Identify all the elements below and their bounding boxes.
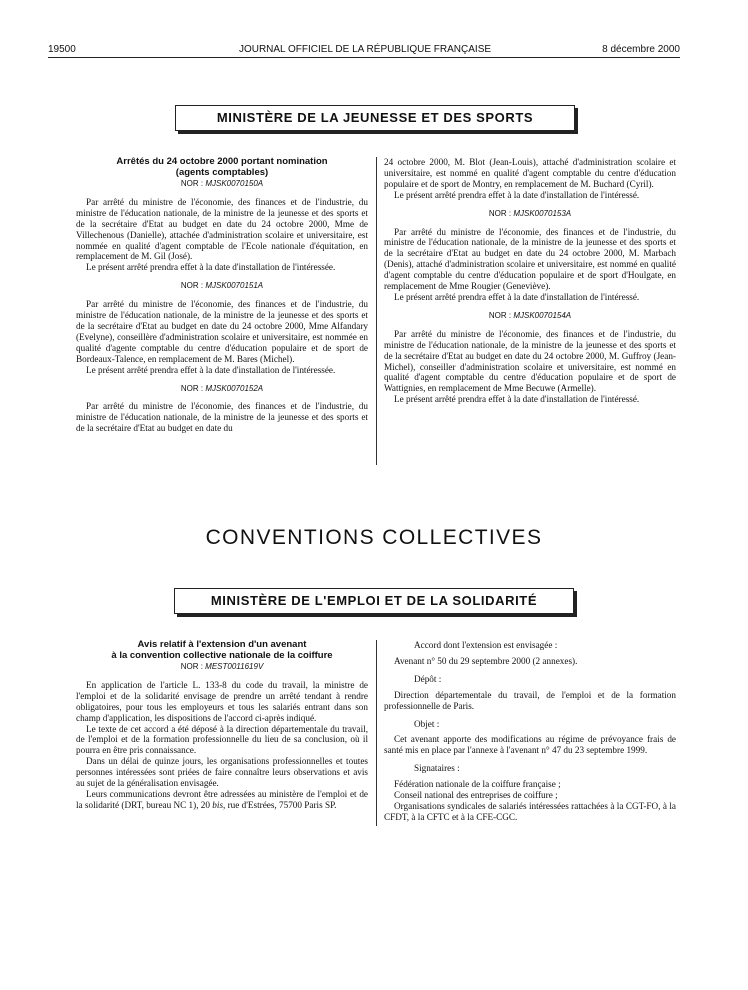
- section2-left-column: [76, 640, 368, 811]
- signataires-label: Signataires :: [414, 763, 460, 774]
- paragraph: Par arrêté du ministre de l'économie, des finances et de l'industrie, du ministre de l'éducation nationale, de la ministre de la jeunesse et des sports et de la secrétaire d'Etat au budget en date du 24 octobre 2000, Mme de Villechenous (Danielle), attachée d'administration scolaire et universitaire, est nommée en qualité d'agent comptable de l'Ecole nationale d'équitation, en remplacement de M. Gil (José).: [76, 196, 368, 262]
- paragraph: Le présent arrêté prendra effet à la date d'installation de l'intéressée.: [86, 364, 336, 375]
- header-rule: [48, 57, 680, 58]
- paragraph: Le présent arrêté prendra effet à la date d'installation de l'intéressé.: [394, 291, 640, 302]
- nor-reference: NOR : MJSK0070152A: [180, 383, 264, 393]
- notice-title: Avis relatif à l'extension d'un avenant: [137, 639, 307, 650]
- paragraph: Par arrêté du ministre de l'économie, des finances et de l'industrie, du ministre de l'éducation nationale, de la ministre de la jeunesse et des sports et de la secrétaire d'Etat au budget en date du: [76, 401, 368, 434]
- depot-label: Dépôt :: [414, 673, 442, 684]
- paragraph: En application de l'article L. 133-8 du code du travail, la ministre de l'emploi et de la solidarité envisage de prendre un arrêté tendant à rendre obligatoires, pour tous les employeurs et tous les salariés entrant dans son champ d'application, les dispositions de l'accord ci-après indiqué.: [76, 679, 368, 723]
- objet-label: Objet :: [414, 718, 440, 729]
- paragraph: Dans un délai de quinze jours, les organisations professionnelles et toutes personnes intéressées sont priées de faire connaître leurs observations et avis au sujet de la généralisation envisagée.: [76, 756, 368, 789]
- column-divider: [376, 157, 377, 465]
- depot-text: Direction départementale du travail, de l'emploi et de la formation professionnelle de Paris.: [384, 689, 676, 711]
- nor-reference: NOR : MJSK0070151A: [180, 281, 264, 291]
- paragraph: 24 octobre 2000, M. Blot (Jean-Louis), attaché d'administration scolaire et universitaire, est nommé en qualité d'agent comptable du centre d'éducation populaire et de sport de Montry, en remplacement de M. Buchard (Cyril).: [384, 157, 676, 189]
- paragraph: Leurs communications devront être adressées au ministère de l'emploi et de la solidarité (DRT, bureau NC 1), 20 bis, rue d'Estrées, 75700 Paris SP.: [76, 788, 368, 810]
- accord-label: Accord dont l'extension est envisagée :: [414, 640, 558, 650]
- signataire: Fédération nationale de la coiffure française ;: [394, 779, 561, 790]
- section1-right-column: [384, 157, 676, 405]
- ministry-box-jeunesse-sports: [175, 105, 575, 131]
- section2-right-column: [384, 640, 676, 823]
- issue-date: 8 décembre 2000: [602, 44, 680, 55]
- paragraph: Le présent arrêté prendra effet à la date d'installation de l'intéressé.: [394, 394, 640, 405]
- paragraph: Par arrêté du ministre de l'économie, des finances et de l'industrie, du ministre de l'éducation nationale, de la ministre de la jeunesse et des sports et de la secrétaire d'Etat au budget en date du 24 octobre 2000, M. Guffroy (Jean-Michel), conseiller d'administration scolaire et universitaire, est nommé en qualité d'agent comptable du centre d'éducation populaire et de sport de Wattignies, en remplacement de Mme Becuwe (Armelle).: [384, 328, 676, 394]
- objet-text: Cet avenant apporte des modifications au régime de prévoyance frais de santé mis en place par l'annexe à l'avenant n° 47 du 23 septembre 1999.: [384, 734, 676, 756]
- column-divider: [376, 640, 377, 826]
- article-subtitle: (agents comptables): [175, 166, 269, 178]
- journal-title: JOURNAL OFFICIEL DE LA RÉPUBLIQUE FRANÇAISE: [238, 44, 492, 55]
- ministry-box-emploi-solidarite: [174, 588, 574, 614]
- nor-reference: NOR : MJSK0070150A: [180, 179, 264, 188]
- section1-left-column: [76, 157, 368, 434]
- notice-subtitle: à la convention collective nationale de la coiffure: [111, 649, 333, 661]
- ministry-title: MINISTÈRE DE LA JEUNESSE ET DES SPORTS: [216, 110, 534, 125]
- nor-reference: NOR : MJSK0070153A: [488, 208, 572, 218]
- article-title: Arrêtés du 24 octobre 2000 portant nomination: [116, 156, 328, 167]
- paragraph: Par arrêté du ministre de l'économie, des finances et de l'industrie, du ministre de l'éducation nationale, de la ministre de la jeunesse et des sports et de la secrétaire d'Etat au budget en date du 24 octobre 2000, M. Marbach (Denis), attaché d'administration scolaire et universitaire, est nommé en qualité d'agent comptable du centre d'éducation populaire et de sport d'Houlgate, en remplacement de Mme Rougier (Geneviève).: [384, 226, 676, 292]
- ministry-title: MINISTÈRE DE L'EMPLOI ET DE LA SOLIDARITÉ: [210, 593, 538, 608]
- page-number: 19500: [48, 44, 76, 55]
- signataire: Organisations syndicales de salariés intéressées rattachées à la CGT-FO, à la CFDT, à la CFTC et à la CFE-CGC.: [384, 800, 676, 822]
- paragraph: Le présent arrêté prendra effet à la date d'installation de l'intéressé.: [394, 189, 640, 200]
- signataire: Conseil national des entreprises de coiffure ;: [394, 790, 558, 801]
- paragraph: Par arrêté du ministre de l'économie, des finances et de l'industrie, du ministre de l'éducation nationale, de la ministre de la jeunesse et des sports et de la secrétaire d'Etat au budget en date du 24 octobre 2000, Mme Alfandary (Evelyne), conseillère d'administration scolaire et universitaire, est nommée en qualité d'agente comptable du centre d'éducation populaire et de sport de Bordeaux-Talence, en remplacement de M. Bares (Michel).: [76, 299, 368, 364]
- main-heading: CONVENTIONS COLLECTIVES: [205, 526, 543, 549]
- paragraph: Le texte de cet accord a été déposé à la direction départementale du travail, de l'emploi et de la formation professionnelle du lieu de sa conclusion, où il pourra en être pris connaissance.: [76, 723, 368, 756]
- paragraph: Le présent arrêté prendra effet à la date d'installation de l'intéressée.: [86, 262, 336, 273]
- nor-reference: NOR : MJSK0070154A: [488, 310, 572, 320]
- avenant-text: Avenant n° 50 du 29 septembre 2000 (2 annexes).: [394, 655, 578, 666]
- nor-reference: NOR : MEST0011619V: [180, 662, 264, 671]
